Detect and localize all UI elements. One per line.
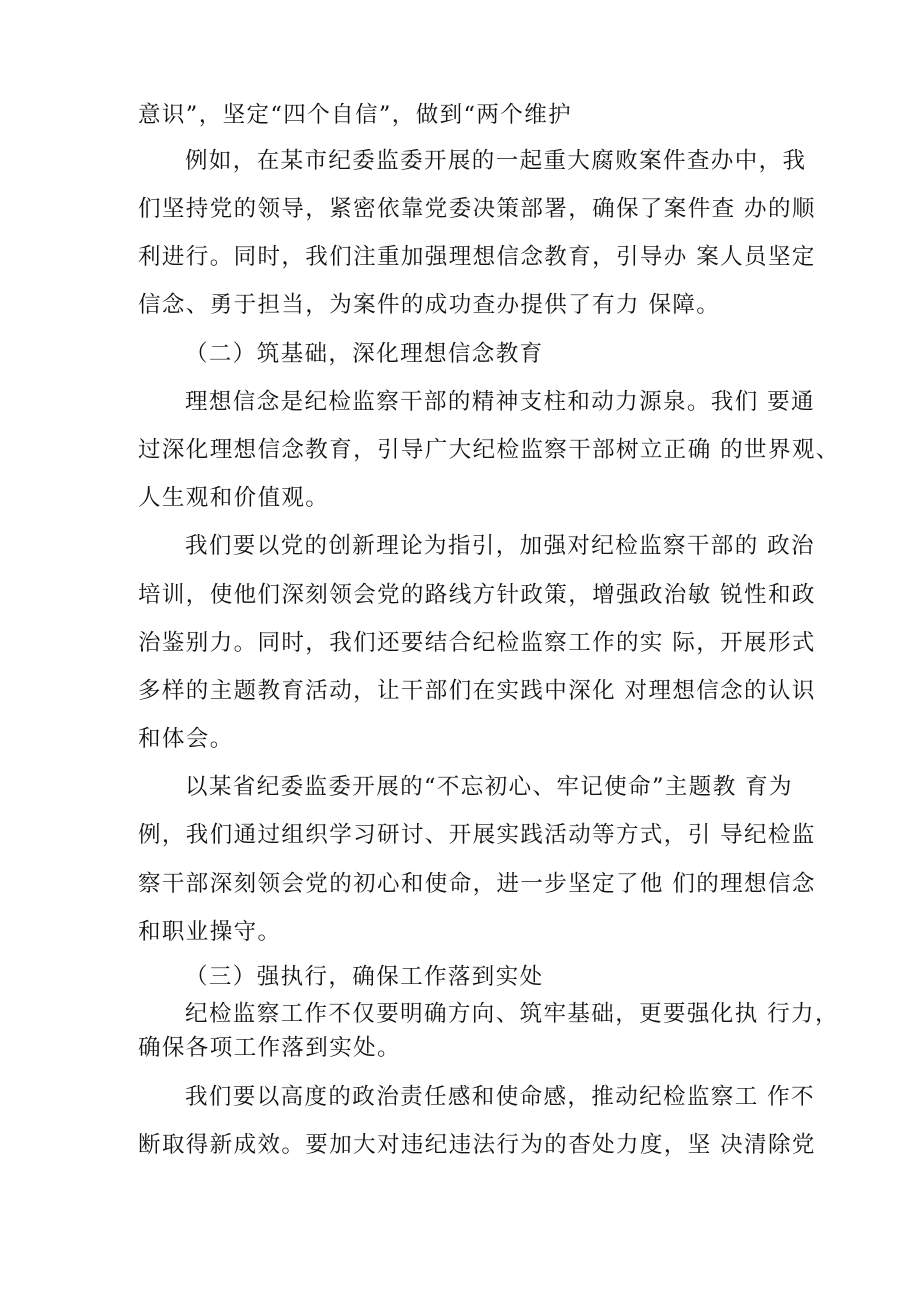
text-line: 我们要以党的创新理论为指引，加强对纪检监察干部的 政治 (185, 533, 815, 559)
text-line: 意识”，坚定“四个自信”，做到“两个维护 (138, 102, 573, 128)
text-line: 断取得新成效。要加大对违纪违法行为的杳处力度，坚 决清除党 (138, 1132, 816, 1158)
text-line: 人生观和价值观。 (138, 485, 330, 511)
text-line: 多样的主题教育活动，让干部们在实践中深化 对理想信念的认识 (138, 678, 816, 704)
section-heading: （二）筑基础，深化理想信念教育 (185, 341, 544, 367)
section-heading: （三）强执行，确保工作落到实处 (185, 964, 544, 990)
text-line: 例，我们通过组织学习研讨、开展实践活动等方式，引 导纪检监 (138, 822, 816, 848)
text-line: 我们要以高度的政治责任感和使命感，推动纪检监察工 作不 (185, 1084, 815, 1110)
text-line: 和职业操守。 (138, 919, 282, 945)
text-line: 确保各项工作落到实处。 (138, 1035, 401, 1061)
text-line: 例如，在某市纪委监委开展的一起重大腐败案件查办中，我 (185, 148, 807, 174)
text-line: 和体会。 (138, 726, 234, 752)
text-line: 纪检监察工作不仅要明确方向、筑牢基础，更要强化执 行力， (185, 1001, 839, 1027)
text-line: 培训，使他们深刻领会党的路线方针政策，增强政治敏 锐性和政 (138, 582, 816, 608)
text-line: 们坚持党的领导，紧密依靠党委决策部署，确保了案件查 办的顺 (138, 196, 816, 222)
text-line: 理想信念是纪检监察干部的精神支柱和动力源泉。我们 要通 (185, 389, 815, 415)
text-line: 过深化理想信念教育，引导广大纪检监察干部树立正确 的世界观、 (138, 437, 840, 463)
text-line: 察干部深刻领会党的初心和使命，进一步坚定了他 们的理想信念 (138, 871, 816, 897)
text-line: 治鉴别力。同时，我们还要结合纪检监察工作的实 际，开展形式 (138, 630, 816, 656)
text-line: 利进行。同时，我们注重加强理想信念教育，引导办 案人员坚定 (138, 244, 816, 270)
text-line: 以某省纪委监委开展的“不忘初心、牢记使命”主题教 育为 (185, 774, 793, 800)
text-line: 信念、勇于担当，为案件的成功查办提供了有力 保障。 (138, 292, 721, 318)
